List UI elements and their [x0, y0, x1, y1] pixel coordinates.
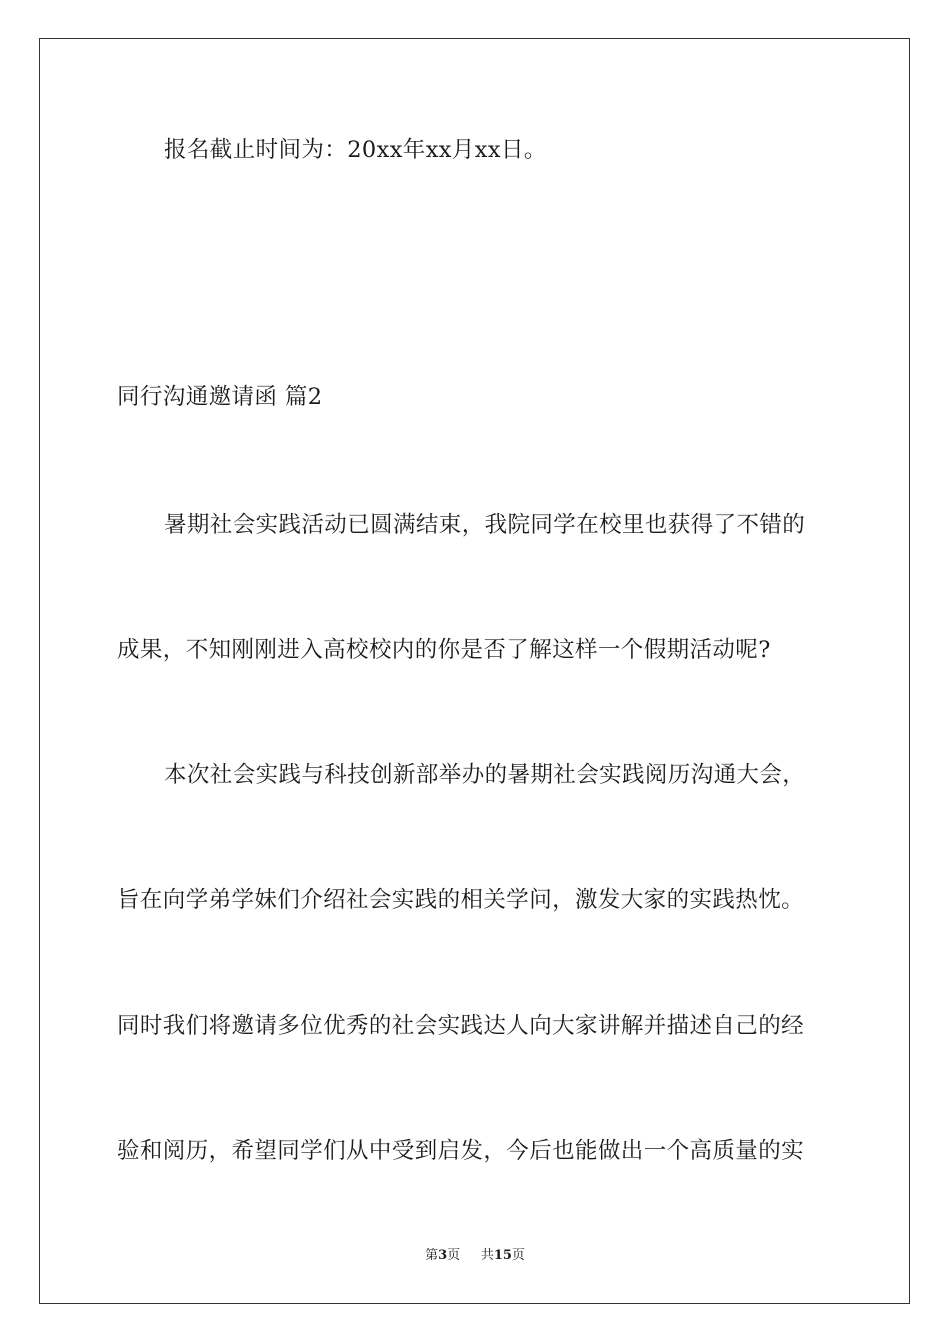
paragraph-line: 同时我们将邀请多位优秀的社会实践达人向大家讲解并描述自己的经: [117, 1013, 805, 1039]
section-heading: 同行沟通邀请函 篇2: [117, 384, 323, 410]
total-pages-label: 共15页: [480, 1248, 525, 1263]
paragraph-line: 本次社会实践与科技创新部举办的暑期社会实践阅历沟通大会，: [164, 762, 806, 788]
page-border: [39, 38, 910, 1304]
page-footer: [0, 1247, 950, 1265]
paragraph-line: 旨在向学弟学妹们介绍社会实践的相关学问，激发大家的实践热忱。: [117, 887, 805, 913]
paragraph-line: 暑期社会实践活动已圆满结束，我院同学在校里也获得了不错的: [164, 512, 806, 538]
paragraph-line: 成果，不知刚刚进入高校校内的你是否了解这样一个假期活动呢?: [117, 637, 771, 663]
page-number-label: 第3页: [425, 1248, 461, 1263]
paragraph-line: 验和阅历，希望同学们从中受到启发，今后也能做出一个高质量的实: [117, 1138, 805, 1164]
paragraph-line-deadline: 报名截止时间为：20xx年xx月xx日。: [164, 137, 547, 163]
